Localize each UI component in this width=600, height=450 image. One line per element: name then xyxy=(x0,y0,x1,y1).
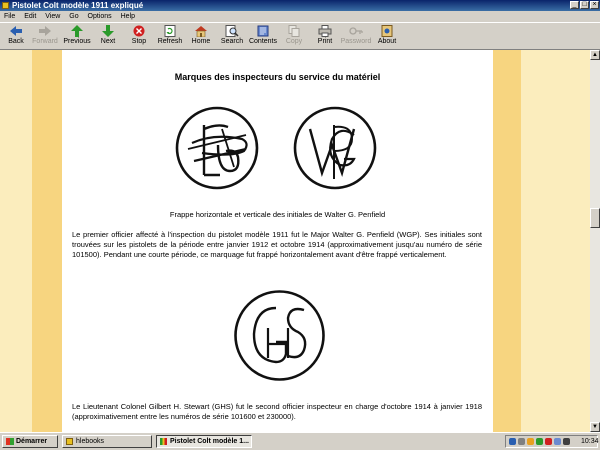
menu-bar xyxy=(0,11,600,23)
task-pistolet-colt[interactable]: Pistolet Colt modèle 1... xyxy=(156,435,252,448)
stop-button[interactable]: Stop xyxy=(123,24,155,49)
scroll-up-button[interactable]: ▲ xyxy=(590,50,600,60)
back-button[interactable]: Back xyxy=(0,24,32,49)
menu-options[interactable]: Options xyxy=(87,13,112,20)
up-arrow-icon xyxy=(70,25,84,37)
next-button[interactable]: Next xyxy=(92,24,124,49)
help-book-icon xyxy=(160,438,167,445)
minimize-button[interactable]: _ xyxy=(570,1,579,9)
antivirus-icon[interactable] xyxy=(536,438,543,445)
volume-icon[interactable] xyxy=(518,438,525,445)
stewart-paragraph: Le Lieutenant Colonel Gilbert H. Stewart (GHS) fut le second officier inspecteur en charge d'octobre 1914 à janvier 1918 (approximativement entre les numéros de série 101600 et 230000). xyxy=(72,402,482,421)
toolbar xyxy=(0,23,600,50)
vertical-scrollbar[interactable] xyxy=(590,50,600,432)
down-arrow-icon xyxy=(101,25,115,37)
about-button[interactable]: About xyxy=(371,24,403,49)
monitor-icon[interactable] xyxy=(554,438,561,445)
title-bar xyxy=(0,0,600,11)
page-heading: Marques des inspecteurs du service du matériel xyxy=(174,72,381,82)
refresh-icon xyxy=(163,25,177,37)
left-stripe xyxy=(32,50,62,432)
tray-app-icon[interactable] xyxy=(527,438,534,445)
task-hlebooks[interactable]: hlebooks xyxy=(62,435,152,448)
copy-icon xyxy=(287,25,301,37)
home-icon xyxy=(194,25,208,37)
home-button[interactable]: Home xyxy=(185,24,217,49)
ghs-stamp xyxy=(232,288,327,383)
menu-edit[interactable]: Edit xyxy=(24,13,37,20)
system-tray xyxy=(505,435,598,448)
right-stripe xyxy=(493,50,521,432)
close-button[interactable]: × xyxy=(590,1,599,9)
clock: 10:34 xyxy=(581,438,599,445)
maximize-button[interactable]: □ xyxy=(580,1,589,9)
contents-button[interactable]: Contents xyxy=(247,24,279,49)
windows-logo-icon xyxy=(6,438,14,445)
menu-file[interactable]: File xyxy=(4,13,16,20)
shield-icon[interactable] xyxy=(545,438,552,445)
menu-view[interactable]: View xyxy=(45,13,61,20)
keyboard-icon[interactable] xyxy=(563,438,570,445)
password-icon xyxy=(349,25,363,37)
start-button[interactable]: Démarrer xyxy=(2,435,58,448)
forward-button[interactable]: Forward xyxy=(29,24,61,49)
print-button[interactable]: Print xyxy=(309,24,341,49)
network-icon[interactable] xyxy=(509,438,516,445)
forward-arrow-icon xyxy=(38,25,52,37)
about-icon xyxy=(380,25,394,37)
contents-icon xyxy=(256,25,270,37)
window-title: Pistolet Colt modèle 1911 expliqué xyxy=(12,1,144,10)
document-page xyxy=(62,50,493,432)
print-icon xyxy=(318,25,332,37)
app-icon xyxy=(2,2,9,9)
stamp-caption: Frappe horizontale et verticale des initiales de Walter G. Penfield xyxy=(169,210,386,219)
stop-icon xyxy=(132,25,146,37)
copy-button[interactable]: Copy xyxy=(278,24,310,49)
search-icon xyxy=(225,25,239,37)
wgp-horizontal-stamp xyxy=(174,105,260,191)
search-button[interactable]: Search xyxy=(216,24,248,49)
content-area xyxy=(0,50,590,432)
penfield-paragraph: Le premier officier affecté à l'inspection du pistolet modèle 1911 fut le Major Walter G. Penfield (WGP). Ses initiales sont trouvées sur les pistolets de la période entre janvier 1912 et octobre 1914 (approximativement jusqu'au numéro de série 101500). Pendant une courte période, ce marquage fut frappé horizontalement avant d'être frappé verticalement. xyxy=(72,230,482,259)
taskbar xyxy=(0,432,600,450)
password-button[interactable]: Password xyxy=(340,24,372,49)
wgp-vertical-stamp xyxy=(292,105,378,191)
scroll-down-button[interactable]: ▼ xyxy=(590,422,600,432)
previous-button[interactable]: Previous xyxy=(61,24,93,49)
folder-icon xyxy=(66,438,73,445)
menu-help[interactable]: Help xyxy=(120,13,136,20)
back-arrow-icon xyxy=(9,25,23,37)
menu-go[interactable]: Go xyxy=(69,13,79,20)
refresh-button[interactable]: Refresh xyxy=(154,24,186,49)
scroll-thumb[interactable] xyxy=(590,208,600,228)
